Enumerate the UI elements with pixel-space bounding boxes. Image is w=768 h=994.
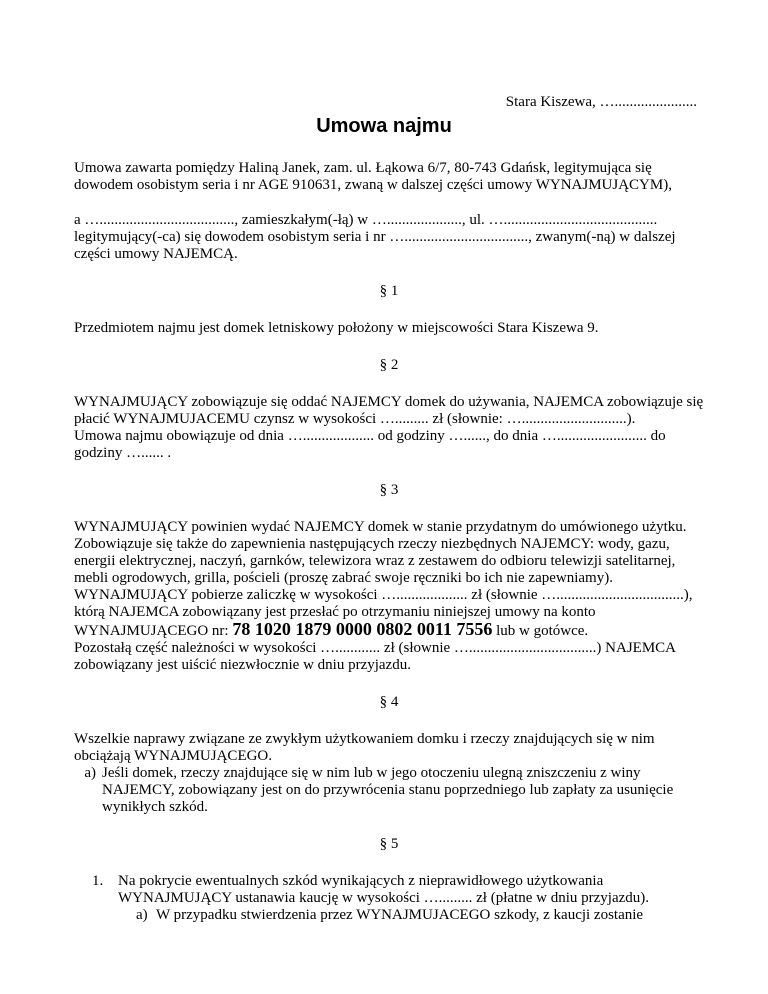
section-2-text-rent: WYNAJMUJĄCY zobowiązuje się oddać NAJEMCY domek do używania, NAJEMCA zobowiązuje się płacić WYNAJMUJACEMU czynsz w wysokości …......... zł (słownie: …............................).	[74, 394, 704, 427]
bank-account-number: 78 1020 1879 0000 0802 0011 7556	[232, 619, 493, 639]
section-2-heading: § 2	[379, 357, 399, 373]
list-item-text: Na pokrycie ewentualnych szkód wynikających z nieprawidłowego użytkowania WYNAJMUJĄCY ustanawia kaucję w wysokości …......... zł (płatne w dniu przyjazdu).	[118, 873, 649, 906]
section-3-text-amenities: Zobowiązuje się także do zapewnienia następujących rzeczy niezbędnych NAJEMCY: wody, gazu, energii elektrycznej, naczyń, garnków, telewizora wraz z zestawem do odbioru telewizji satelitarnej, mebli ogrodowych, grilla, pościeli (proszę zabrać swoje ręczniki bo ich nie zapewniamy).	[74, 536, 676, 586]
section-5-list	[74, 873, 704, 924]
section-3-text-handover: WYNAJMUJĄCY powinien wydać NAJEMCY domek w stanie przydatnym do umówionego użytku.	[74, 519, 687, 535]
deposit-text-start: WYNAJMUJĄCY pobierze zaliczkę w wysokości …................... zł (słownie …..................................), którą NAJEMCA zobowiązany jest przesłać po otrzymaniu niniejszej umowy na konto WYNAJMUJĄCEGO nr:	[74, 587, 693, 639]
section-4-text: Wszelkie naprawy związane ze zwykłym użytkowaniem domku i rzeczy znajdujących się w nim obciążają WYNAJMUJĄCEGO.	[74, 731, 655, 764]
list-item-text: Jeśli domek, rzeczy znajdujące się w nim lub w jego otoczeniu ulegną zniszczeniu z winy NAJEMCY, zobowiązany jest on do przywrócenia stanu poprzedniego lub zapłaty za usunięcie wynikłych szkód.	[102, 765, 674, 815]
section-4-heading: § 4	[379, 694, 399, 710]
list-marker: 1.	[92, 873, 104, 889]
section-4-list	[74, 765, 704, 816]
section-1-heading: § 1	[379, 283, 399, 299]
section-3-text-deposit	[74, 587, 704, 640]
list-marker: a)	[136, 907, 148, 923]
list-item	[74, 873, 704, 924]
document-body	[74, 160, 704, 924]
intro-paragraph-tenant: a …...................................., zamieszkałym(-łą) w …...................., ul. …......................................... legitymujący(-ca) się dowodem osobistym seria i nr …................................., zwanym(-ną) w dalszej części umowy NAJEMCĄ.	[74, 212, 676, 262]
section-1-text: Przedmiotem najmu jest domek letniskowy położony w miejscowości Stara Kiszewa 9.	[74, 320, 599, 336]
section-2-text-period: Umowa najmu obowiązuje od dnia …................... od godziny …......, do dnia …........................ do godziny …...... .	[74, 428, 666, 461]
section-3-heading: § 3	[379, 482, 399, 498]
section-5-sublist	[118, 907, 704, 924]
document-title: Umowa najmu	[316, 115, 452, 137]
list-item-text: W przypadku stwierdzenia przez WYNAJMUJACEGO szkody, z kaucji zostanie	[156, 907, 644, 923]
list-item	[74, 765, 704, 816]
intro-paragraph-landlord: Umowa zawarta pomiędzy Haliną Janek, zam. ul. Łąkowa 6/7, 80-743 Gdańsk, legitymująca się dowodem osobistym seria i nr AGE 910631, zwaną w dalszej części umowy WYNAJMUJĄCYM),	[74, 160, 672, 193]
list-item	[118, 907, 704, 924]
list-marker: a)	[84, 765, 96, 781]
section-5-heading: § 5	[379, 836, 399, 852]
section-3-text-remainder: Pozostałą część należności w wysokości …............ zł (słownie …..................................) NAJEMCA zobowiązany jest uiścić niezwłocznie w dniu przyjazdu.	[74, 640, 676, 673]
place-date-line: Stara Kiszewa, …......................	[505, 94, 697, 110]
deposit-text-end: lub w gotówce.	[492, 623, 589, 639]
